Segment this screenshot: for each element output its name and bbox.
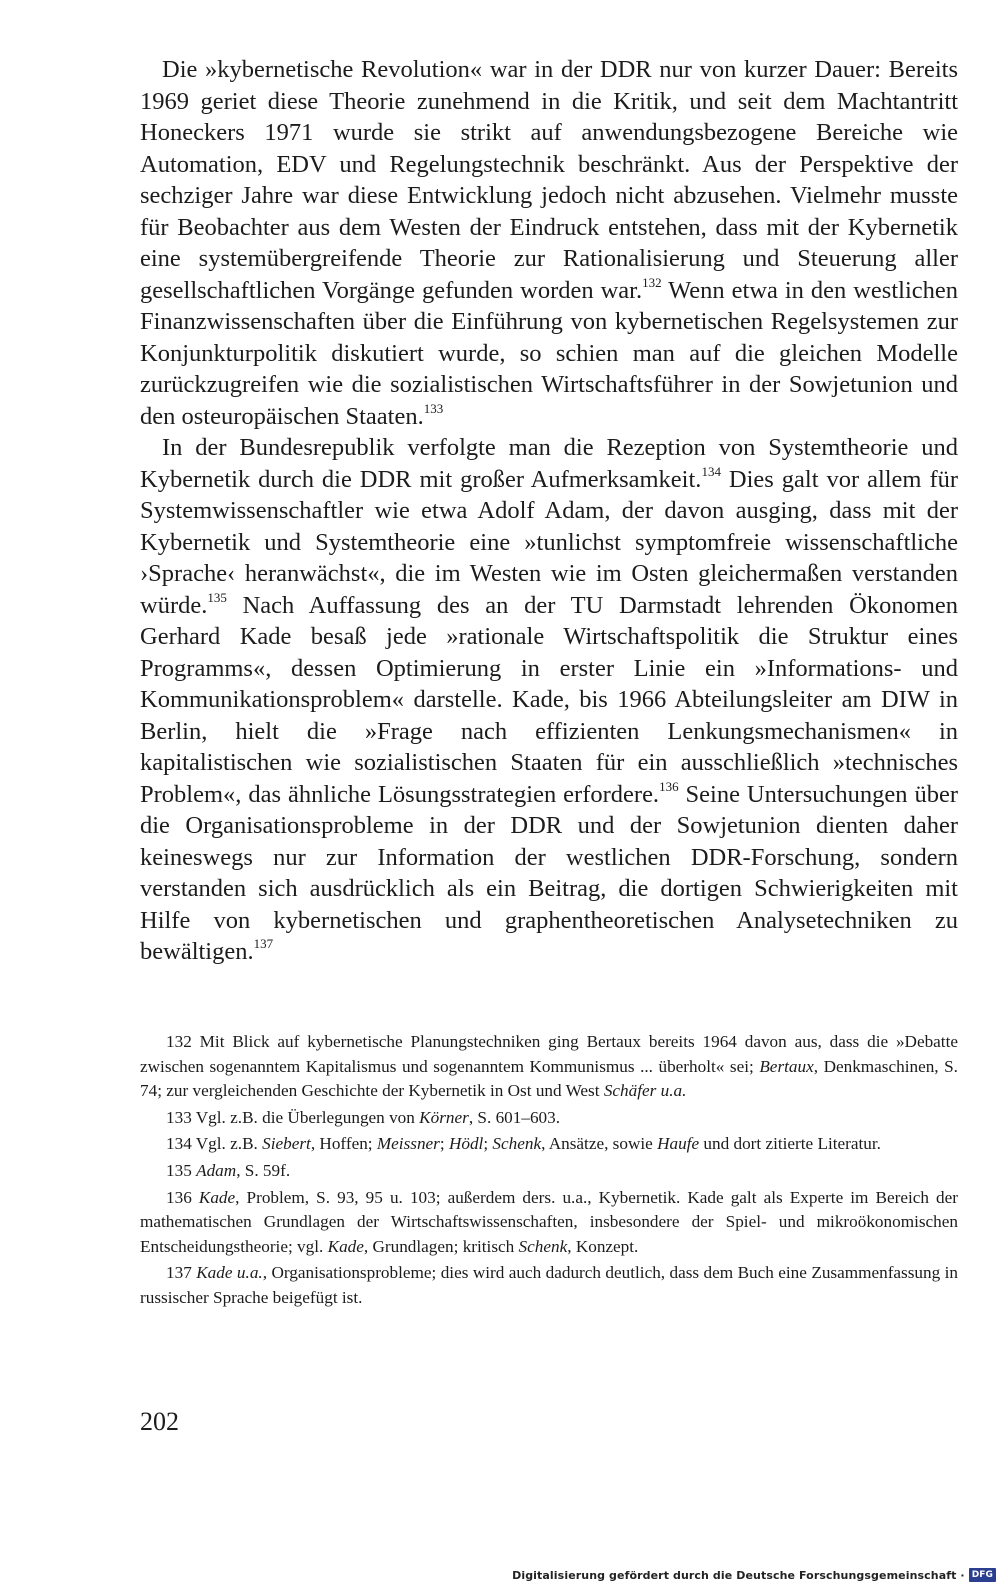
main-text <box>140 54 958 968</box>
footnote-author: Haufe <box>657 1134 700 1154</box>
footnote-text: , Hoffen; <box>310 1134 377 1154</box>
text-run: Seine Untersuchungen über die Organisationsprobleme in der DDR und der Sowjetunion dienten daher keineswegs nur zur Information der westlichen DDR-Forschung, sondern verstanden sich ausdrücklich als ein Beitrag, die dortigen Schwierigkeiten mit Hilfe von kybernetischen und graphentheoretischen Analysetechniken zu bewältigen. <box>140 780 958 965</box>
footnote-text: , Konzept. <box>567 1236 639 1256</box>
footnote-text: und dort zitierte Literatur. <box>699 1134 881 1154</box>
footnote-author: Meissner <box>376 1134 440 1154</box>
footnote-text: 134 Vgl. z.B. <box>166 1134 263 1154</box>
footnote-text: 133 Vgl. z.B. die Überlegungen von <box>166 1107 420 1127</box>
page-number: 202 <box>140 1407 179 1436</box>
footnote-text: , S. 601–603. <box>468 1107 561 1127</box>
footnote-ref[interactable]: 132 <box>642 274 662 290</box>
footnote-text: , Organisationsprobleme; dies wird auch dadurch deutlich, dass dem Buch eine Zusammenfassung in russischer Sprache beigefügt ist. <box>140 1263 959 1307</box>
footnote-author: Kade <box>198 1187 236 1207</box>
text-run: Dies galt vor allem für Systemwissenschaftler wie etwa Adolf Adam, der davon ausging, dass mit der Kybernetik und Systemtheorie eine »tunlichst symptomfreie wissenschaftliche ›Sprache‹ heranwächst«, die im Westen wie im Osten gleichermaßen verstanden würde. <box>140 465 959 619</box>
footnote-text: , S. 59f. <box>236 1160 291 1180</box>
text-run: In der Bundesrepublik verfolgte man die Rezeption von Systemtheorie und Kybernetik durch die DDR mit großer Aufmerksamkeit. <box>140 434 958 493</box>
paragraph <box>140 54 958 432</box>
footnote-text: ; <box>439 1134 449 1154</box>
footnote-text: 135 <box>166 1160 197 1180</box>
digitization-text: Digitalisierung gefördert durch die Deutsche Forschungsgemeinschaft · <box>512 1568 965 1582</box>
text-run: Die »kybernetische Revolution« war in der DDR nur von kurzer Dauer: Bereits 1969 geriet diese Theorie zunehmend in die Kritik, und seit dem Machtantritt Honeckers 1971 wurde sie strikt auf anwendungsbezogene Bereiche wie Automation, EDV und Regelungstechnik beschränkt. Aus der Perspektive der sechziger Jahre war diese Entwicklung jedoch nicht abzusehen. Vielmehr musste für Beobachter aus dem Westen der Eindruck entstehen, dass mit der Kybernetik eine systemübergreifende Theorie zur Rationalisierung und Steuerung aller gesellschaftlichen Vorgänge gefunden worden war. <box>140 56 958 304</box>
footnote-ref[interactable]: 135 <box>207 589 227 605</box>
footnote-text: 137 <box>166 1263 197 1283</box>
footnote-136 <box>140 1186 958 1260</box>
footnote-text: ; <box>483 1134 493 1154</box>
footnote-author: Hödl <box>448 1134 484 1154</box>
footnotes <box>140 1030 958 1313</box>
text-run: Nach Auffassung des an der TU Darmstadt lehrenden Ökonomen Gerhard Kade besaß jede »rationale Wirtschaftspolitik die Struktur eines Programms«, dessen Optimierung in erster Linie ein »Informations- und Kommunikationsproblem« darstelle. Kade, bis 1966 Abteilungsleiter am DIW in Berlin, hielt die »Frage nach effizienten Lenkungsmechanismen« in kapitalistischen wie sozialistischen Staaten für ein ausschließlich »technisches Problem«, das ähnliche Lösungsstrategien erfordere. <box>140 591 958 808</box>
text-run: Wenn etwa in den westlichen Finanzwissenschaften über die Einführung von kybernetischen Regelsystemen zur Konjunkturpolitik diskutiert wurde, so schien man auf die gleichen Modelle zurückzugreifen wie die sozialistischen Wirtschaftsführer in der Sowjetunion und den osteuropäischen Staaten. <box>140 276 958 430</box>
footnote-text: , Grundlagen; kritisch <box>363 1236 519 1256</box>
footnote-text: 132 Mit Blick auf kybernetische Planungstechniken ging Bertaux bereits 1964 davon aus, dass die »Debatte zwischen sogenanntem Kapitalismus und sogenanntem Kommunismus ... überholt« sei; <box>140 1032 958 1076</box>
footnote-ref[interactable]: 133 <box>423 400 444 416</box>
paragraph <box>140 432 958 968</box>
footnote-author: Kade <box>327 1236 364 1256</box>
footnote-text: , Denkmaschinen, S. 74; zur vergleichenden Geschichte der Kybernetik in Ost und West <box>140 1056 958 1101</box>
digitization-notice <box>512 1567 996 1583</box>
footnote-ref[interactable]: 137 <box>253 936 274 951</box>
footnote-ref[interactable]: 136 <box>659 778 679 794</box>
footnote-author: Schäfer u.a. <box>603 1081 687 1101</box>
footnote-text: , Problem, S. 93, 95 u. 103; außerdem ders. u.a., Kybernetik. Kade galt als Experte im Bereich der mathematischen Grundlagen der Wirtschaftswissenschaften, insbesondere der Spiel- und mikroökonomischen Entscheidungstheorie; vgl. <box>140 1187 958 1256</box>
footnote-author: Adam <box>196 1160 237 1180</box>
footnote-author: Bertaux <box>759 1056 814 1076</box>
footnote-author: Siebert <box>262 1134 311 1154</box>
footnote-text: , Ansätze, sowie <box>541 1134 658 1154</box>
footnote-137 <box>140 1261 958 1310</box>
footnote-author: Schenk <box>492 1134 542 1154</box>
footnote-135 <box>140 1159 958 1184</box>
footnote-134 <box>140 1132 958 1157</box>
footnote-133 <box>140 1106 958 1131</box>
footnote-text: 136 <box>166 1187 199 1207</box>
footnote-author: Körner <box>419 1107 469 1127</box>
footnote-author: Kade u.a. <box>196 1263 263 1283</box>
footnote-132 <box>140 1030 958 1104</box>
footnote-author: Schenk <box>518 1236 568 1256</box>
dfg-logo-icon: DFG <box>969 1568 996 1582</box>
footnote-ref[interactable]: 134 <box>701 463 721 479</box>
